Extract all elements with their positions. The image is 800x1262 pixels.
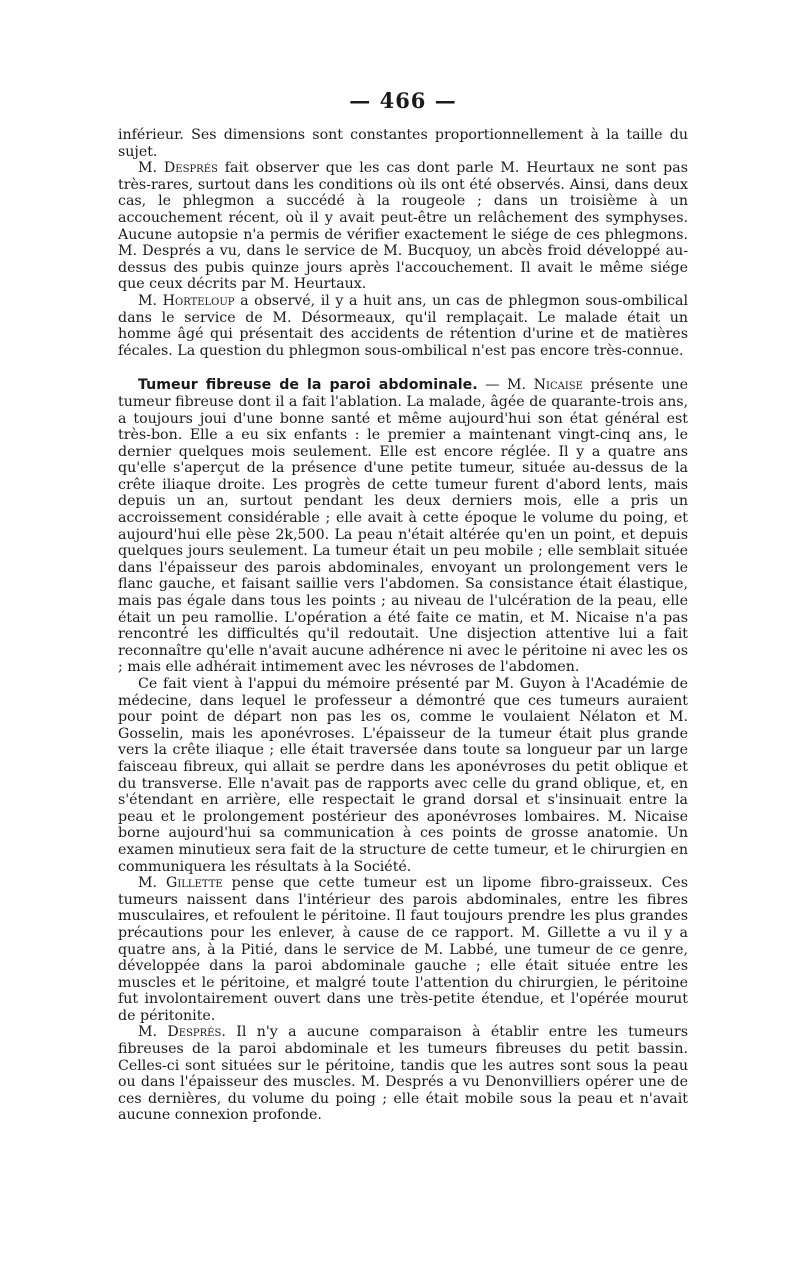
section-heading: Tumeur fibreuse de la paroi abdominale. bbox=[138, 377, 478, 394]
document-page bbox=[118, 88, 688, 1124]
paragraph-text: a observé, il y a huit ans, un cas de phlegmon sous-ombilical dans le service de M. Désormeaux, qu'il remplaçait. Le malade était un homme âgé qui présentait des accidents de rétention d'urine et de matières fécales. La question du phlegmon sous-ombilical n'est pas encore très-connue. bbox=[118, 292, 689, 359]
paragraph-guyon bbox=[118, 676, 688, 875]
paragraph-continuation bbox=[118, 127, 688, 160]
paragraph-gillette bbox=[118, 875, 688, 1024]
speaker-name: M. Després bbox=[138, 1024, 222, 1041]
paragraph-horteloup bbox=[118, 293, 688, 359]
page-number: — 466 — bbox=[349, 88, 457, 113]
paragraph-text: . Il n'y a aucune comparaison à établir entre les tumeurs fibreuses de la paroi abdominale et les tumeurs fibreuses du petit bassin. Celles-ci sont situées sur le péritoine, tandis que les autres sont sous la peau ou dans l'épaisseur des muscles. M. Després a vu Denonvilliers opérer une de ces dernières, du volume du poing ; elle était mobile sous la peau et n'avait aucune connexion profonde. bbox=[118, 1024, 688, 1124]
paragraph-section-tumeur bbox=[118, 377, 688, 676]
speaker-name: M. Després bbox=[138, 160, 218, 177]
paragraph-text: Ce fait vient à l'appui du mémoire présenté par M. Guyon à l'Académie de médecine, dans lequel le professeur a démontré que ces tumeurs auraient pour point de départ non pas les os, comme le voulaient Nélaton et M. Gosselin, mais les aponévroses. L'épaisseur de la tumeur était plus grande vers la crête iliaque ; elle était traversée dans toute sa longueur par un large faisceau fibreux, qui allait se perdre dans les aponévroses du petit oblique et du transverse. Elle n'avait pas de rapports avec celle du grand oblique, et, en s'étendant en arrière, elle respectait le grand dorsal et s'insinuait entre la peau et le prolongement postérieur des aponévroses lombaires. M. Nicaise borne aujourd'hui sa communication à ces points de grosse anatomie. Un examen minutieux sera fait de la structure de cette tumeur, et le chirurgien en communiquera les résultats à la Société. bbox=[118, 676, 688, 875]
paragraph-despres-1 bbox=[118, 160, 688, 293]
speaker-name: — M. Nicaise bbox=[477, 377, 583, 394]
speaker-name: M. Horteloup bbox=[138, 292, 235, 309]
speaker-name: M. Gillette bbox=[138, 875, 223, 892]
paragraph-text: inférieur. Ses dimensions sont constantes proportionnellement à la taille du sujet. bbox=[118, 127, 688, 160]
paragraph-text: pense que cette tumeur est un lipome fibro-graisseux. Ces tumeurs naissent dans l'intérieur des parois abdominales, entre les fibres musculaires, et refoulent le péritoine. Il faut toujours prendre les plus grandes précautions pour les enlever, à cause de ce rapport. M. Gillette a vu il y a quatre ans, à la Pitié, dans le service de M. Labbé, une tumeur de ce genre, développée dans la paroi abdominale gauche ; elle était située entre les muscles et le péritoine, et malgré toute l'attention du chirurgien, le péritoine fut involontairement ouvert dans une très-petite étendue, et l'opérée mourut de péritonite. bbox=[118, 875, 688, 1024]
paragraph-despres-2 bbox=[118, 1024, 688, 1124]
paragraph-text: présente une tumeur fibreuse dont il a fait l'ablation. La malade, âgée de quarante-trois ans, a toujours joui d'une bonne santé et même aujourd'hui son état général est très-bon. Elle a eu six enfants : le premier a maintenant vingt-cinq ans, le dernier quelques mois seulement. Elle est encore réglée. Il y a quatre ans qu'elle s'aperçut de la présence d'une petite tumeur, située au-dessus de la crête iliaque droite. Les progrès de cette tumeur furent d'abord lents, mais depuis un an, surtout pendant les deux derniers mois, elle a pris un accroissement considérable ; elle avait à cette époque le volume du poing, et aujourd'hui elle pèse 2k,500. La peau n'était altérée qu'en un point, et depuis quelques jours seulement. La tumeur était un peu mobile ; elle semblait située dans l'épaisseur des parois abdominales, envoyant un prolongement vers le flanc gauche, et faisant saillie vers l'abdomen. Sa consistance était élastique, mais pas égale dans tous les points ; au niveau de l'ulcération de la peau, elle était un peu ramollie. L'opération a été faite ce matin, et M. Nicaise n'a pas rencontré les difficultés qu'il redoutait. Une disjection attentive lui a fait reconnaître qu'elle n'avait aucune adhérence ni avec le péritoine ni avec les os ; mais elle adhérait intimement avec les névroses de l'abdomen. bbox=[118, 377, 688, 676]
paragraph-text: fait observer que les cas dont parle M. Heurtaux ne sont pas très-rares, surtout dans les conditions où ils ont été observés. Ainsi, dans deux cas, le phlegmon a succédé à la rougeole ; dans un troisième à un accouchement récent, où il y avait peut-être un relâchement des symphyses. Aucune autopsie n'a permis de vérifier exactement le siége de ces phlegmons. M. Després a vu, dans le service de M. Bucquoy, un abcès froid développé au-dessus des pubis quinze jours après l'accouchement. Il avait le même siége que ceux décrits par M. Heurtaux. bbox=[118, 160, 688, 293]
